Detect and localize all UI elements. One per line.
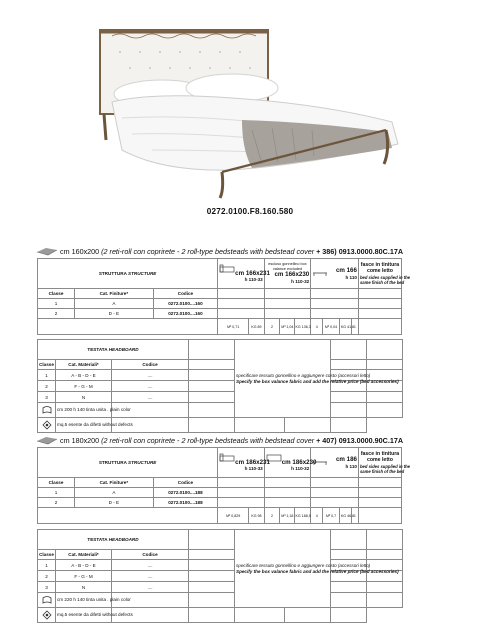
fabric-roll-icon <box>42 595 52 605</box>
mattress-icon <box>36 247 58 256</box>
fabric-defect-icon <box>42 420 52 430</box>
table-row: 1 A 0272.0100....188 <box>38 488 402 498</box>
headboard-title: TESTATA HEADBOARD <box>38 530 189 550</box>
section-180-header <box>36 434 403 446</box>
dim-b: escluso gonnellino box valance excluded cm 166x230 h 110-32 <box>264 259 311 289</box>
bed-side-icon <box>312 267 328 277</box>
section-plus: + 407) <box>316 435 337 445</box>
dim-b: cm 186x230 h 110-32 <box>264 448 311 478</box>
table-row: 2 D - E 0272.0100....160 <box>38 309 402 319</box>
dim-a: cm 166x231 h 110-33 <box>218 259 265 289</box>
spec-row: M³ 0,71 KG 89 2 M³ 1,04 KG 136,3 4 M³ 0,04 KG 41,8 1 <box>38 319 402 335</box>
structure-table-160 <box>37 258 410 335</box>
structure-table-180: STRUTTURA STRUCTURE cm 186x231 h 110-33 cm 186x230 h 110-32 cm 186 h 110 fasce in tinitura come letto bed sides supplied in the same finish of the bed Classe Cat. Finiture* Codice 1 A 0272.0100....188 2 D - E 0272.0100....188 M³ 0,829 KG 98 2 M³ 1,18 KG 188,5 4 M³ 0,7 KG 46,8 1 <box>37 447 402 524</box>
valance-note: specificare tessuto gonnellino e aggiungere costo (accessori letto) Specify the box valance fabric and add the relative price (bed accessories) <box>235 340 331 418</box>
section-plus: + 386) <box>316 246 337 256</box>
section-desc: (2 reti-roll con coprirete - 2 roll-type bedsteads with bedstead cover <box>101 435 315 445</box>
section-code: 0913.0000.90C.17A <box>338 435 404 445</box>
table-row: 2 F - G - M .... <box>38 571 403 582</box>
table-row: 3 N .... <box>38 582 403 593</box>
table-row: 2 D - E 0272.0100....188 <box>38 498 402 508</box>
col-cat: Cat. Finiture* <box>74 289 153 299</box>
section-size: cm 160x200 <box>60 246 100 256</box>
bed-product-photo <box>92 22 408 200</box>
section-code: 0913.0000.80C.17A <box>338 246 404 256</box>
fabric-defect-icon <box>42 610 52 620</box>
col-codice: Codice <box>153 289 217 299</box>
table-row: 1 A - B - D - E .... <box>38 370 403 381</box>
package-count: 2 <box>264 319 280 335</box>
table-row: 1 A 0272.0100....160 <box>38 299 402 309</box>
bed-diagram-icon <box>219 453 235 463</box>
headboard-title: TESTATA HEADBOARD <box>38 340 189 360</box>
section-size: cm 180x200 <box>60 435 100 445</box>
spec-row: M³ 0,829 KG 98 2 M³ 1,18 KG 188,5 4 M³ 0,7 KG 46,8 1 <box>38 508 402 524</box>
headboard-table-180: TESTATA HEADBOARD specificare tessuto gonnellino e aggiungere costo (accessori letto) Specify the box valance fabric and add the relative price (bed accessories) Classe Cat. Materiali* Codice 1 A - B - D - E .... 2 F - G - M .... 3 N .... cm 220 h 140 tinta unita . plain color mq.5 esente da difetti without defects <box>37 529 403 623</box>
section-desc: (2 reti-roll con coprirete - 2 roll-type bedsteads with bedstead cover <box>101 246 315 256</box>
valance-note: specificare tessuto gonnellino e aggiungere costo (accessori letto) Specify the box valance fabric and add the relative price (bed accessories) <box>235 530 331 608</box>
table-row: 1 A - B - D - E .... <box>38 560 403 571</box>
fabric-roll-icon <box>42 405 52 415</box>
product-code: 0272.0100.F8.160.580 <box>206 207 294 216</box>
structure-title: STRUTTURA STRUCTURE <box>38 259 218 289</box>
col-classe: Classe <box>38 289 75 299</box>
dim-c: cm 186 h 110 <box>311 448 359 478</box>
table-row: 2 F - G - M .... <box>38 381 403 392</box>
fasce-note: fasce in tinitura come letto bed sides supplied in the same finish of the bed <box>358 259 401 289</box>
bed-diagram-icon <box>219 264 235 274</box>
headboard-table-160: TESTATA HEADBOARD specificare tessuto gonnellino e aggiungere costo (accessori letto) Specify the box valance fabric and add the relative price (bed accessories) Classe Cat. Materiali* Codice 1 A - B - D - E .... 2 F - G - M .... 3 N .... cm 200 h 140 tinta unita . plain color mq.5 esente da difetti without defects <box>37 339 403 433</box>
package-count: 2 <box>264 508 280 524</box>
structure-title: STRUTTURA STRUCTURE <box>38 448 218 478</box>
mattress-icon <box>36 436 58 445</box>
section-160-header <box>36 245 403 257</box>
table-row: 3 N .... <box>38 392 403 403</box>
dim-a: cm 186x231 h 110-33 <box>218 448 265 478</box>
fasce-note: fasce in tinitura come letto bed sides supplied in the same finish of the bed <box>358 448 401 478</box>
dim-c: cm 166 h 110 <box>311 259 359 289</box>
